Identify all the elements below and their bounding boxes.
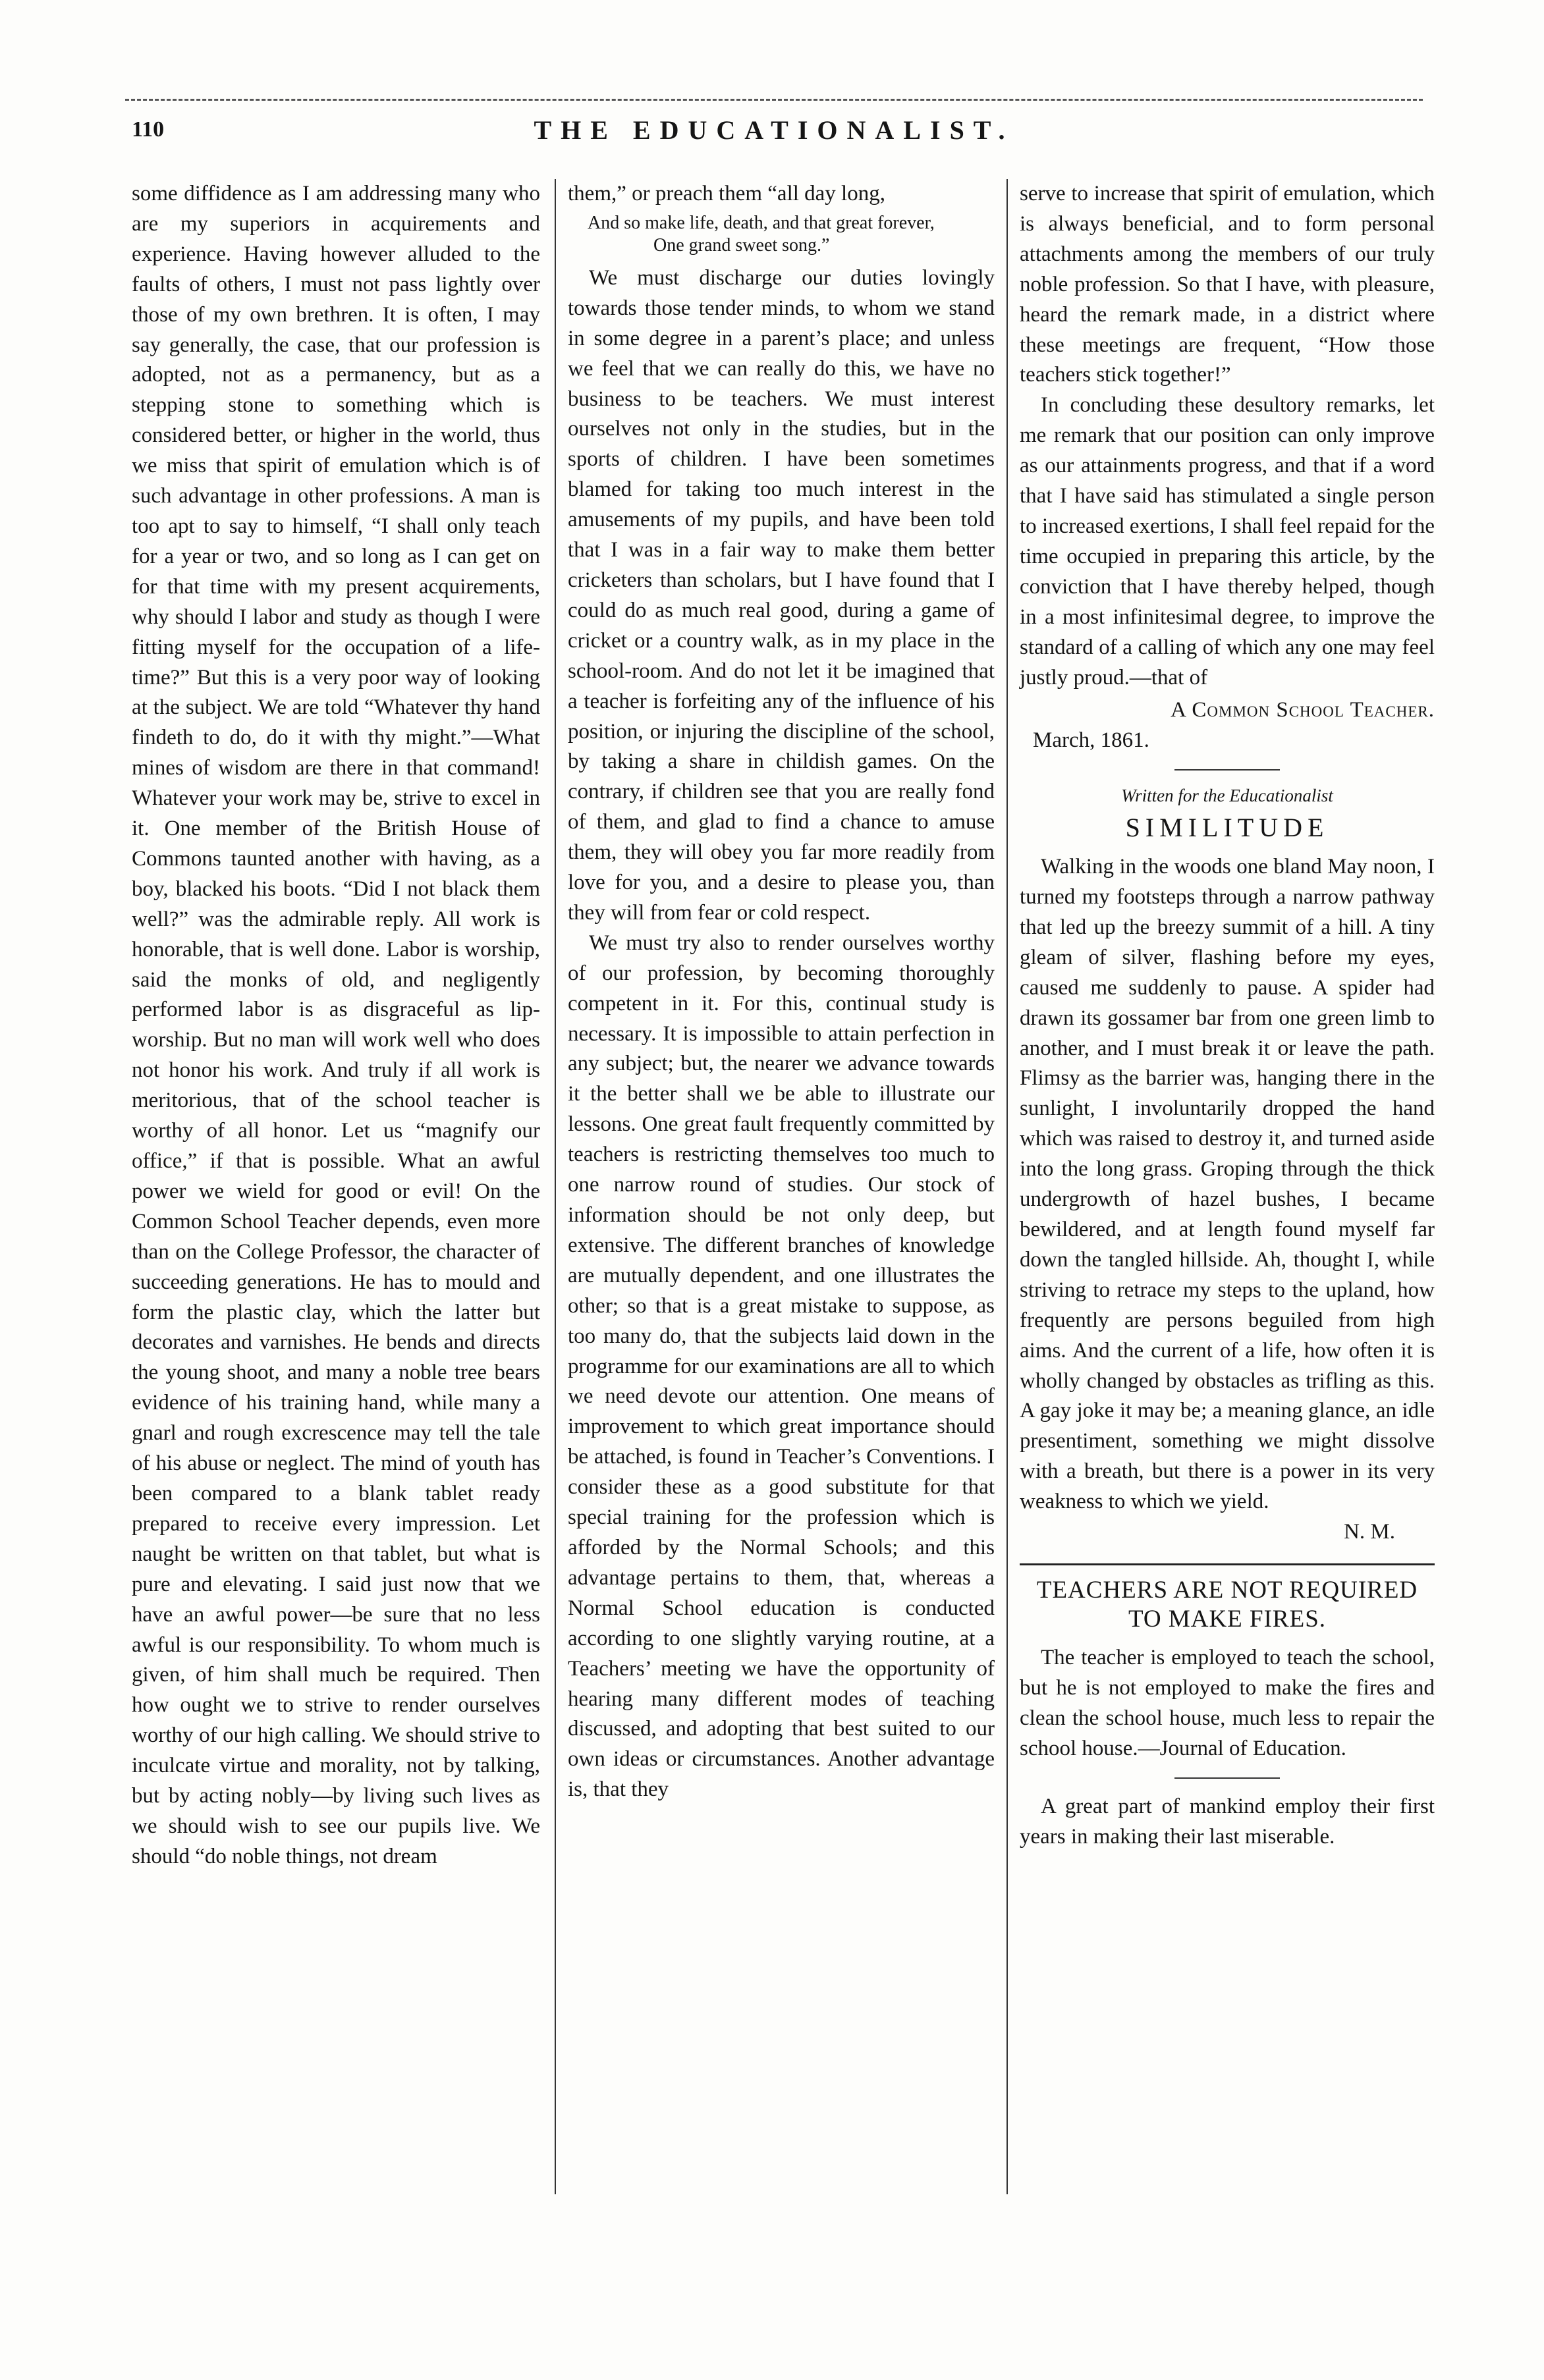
header-rule xyxy=(125,99,1423,101)
section-divider xyxy=(1174,1777,1280,1779)
quoted-verse xyxy=(588,212,995,257)
page-number: 110 xyxy=(132,117,165,142)
column-left xyxy=(132,179,540,2240)
author-initials: N. M. xyxy=(1344,1520,1395,1544)
article-date: March, 1861. xyxy=(1033,728,1149,753)
masthead-title: THE EDUCATIONALIST. xyxy=(534,115,1014,145)
verse-line: One grand sweet song.” xyxy=(653,234,830,256)
section-divider xyxy=(1020,1563,1435,1565)
section-divider xyxy=(1174,769,1280,771)
article-paragraph: We must discharge our duties lovingly towards those tender minds, to whom we stand in some degree in a parent’s place; and unless we feel that we can really do this, we have no business to be teachers. We must interest ourselves not only in the studies, but in the sports of children. I have been sometimes blamed for taking too much interest in the amusements of my pupils, and have been told that I was in a fair way to make them better cricketers than scholars, but I have found that I could do as much real good, during a game of cricket or a country walk, as in my place in the school-room. And do not let it be imagined that a teacher is forfeiting any of the influence of his position, or injuring the discipline of the school, by taking a share in childish games. On the contrary, if children see that you are really fond of them, and glad to find a chance to amuse them, they will obey you far more readily from love for you, and a desire to please you, than they will from fear or cold respect. xyxy=(568,265,995,925)
article-paragraph: The teacher is employed to teach the school, but he is not employed to make the fires and clean the school house, much less to repair the school house.—Journal of Education. xyxy=(1020,1645,1435,1760)
article-paragraph: serve to increase that spirit of emulation, which is always beneficial, and to form personal attachments among the members of our truly noble profession. So that I have, with pleasure, heard the remark made, in a district where these meetings are frequent, “How those teachers stick together!” xyxy=(1020,182,1435,387)
section-title: SIMILITUDE xyxy=(1125,813,1329,843)
article-paragraph: some diffidence as I am addressing many who are my superiors in acquirements and experience. Having however alluded to the faults of others, I must not pass lightly over those of my own brethren. It is often, I may say generally, the case, that our profession is adopted, not as a permanency, but as a stepping stone to something which is considered better, or higher in the world, thus we miss that spirit of emulation which is of such advantage in other professions. A man is too apt to say to himself, “I shall only teach for a year or two, and so long as I can get on for that time with my present acquirements, why should I labor and study as though I were fitting myself for the occupation of a life-time?” But this is a very poor way of looking at the subject. We are told “Whatever thy hand findeth to do, do it with thy might.”—What mines of wisdom are there in that command! Whatever your work may be, strive to excel in it. One member of the British House of Commons taunted another with having, as a boy, blacked his boots. “Did I not black them well?” was the admirable reply. All work is honorable, that is well done. Labor is worship, said the monks of old, and negligently performed labor is as disgraceful as lip-worship. But no man will work well who does not honor his work. And truly if all work is meritorious, that of the school teacher is worthy of all honor. Let us “magnify our office,” if that is possible. What an awful power we wield for good or evil! On the Common School Teacher depends, even more than on the College Professor, the character of succeeding generations. He has to mould and form the plastic clay, which the latter but decorates and varnishes. He bends and directs the young shoot, and many a noble tree bears evidence of his training hand, while many a gnarl and rough excrescence may tell the tale of his abuse or neglect. The mind of youth has been compared to a blank tablet ready prepared to receive every impression. Let naught be written on that tablet, but what is pure and elevating. I said just now that we have an awful power—be sure that no less awful is our responsibility. To whom much is given, of him shall much be required. Then how ought we to strive to render ourselves worthy of our high calling. We should strive to inculcate virtue and morality, not by talking, but by acting nobly—by living such lives as we should wish to see our pupils live. We should “do noble things, not dream xyxy=(132,182,540,1868)
column-right xyxy=(1020,179,1435,2240)
verse-line: And so make life, death, and that great forever, xyxy=(588,212,935,233)
article-headline: TEACHERS ARE NOT REQUIRED TO MAKE FIRES. xyxy=(1036,1576,1418,1633)
article-paragraph: In concluding these desultory remarks, let me remark that our position can only improve as our attainments progress, and that if a word that I have said has stimulated a single person to increased exertions, I shall feel repaid for the time occupied in preparing this article, by the conviction that I have thereby helped, though in a most infinitesimal degree, to improve the standard of a calling of which any one may feel justly proud.—that of xyxy=(1020,393,1435,690)
article-paragraph: them,” or preach them “all day long, xyxy=(568,182,885,205)
page-header xyxy=(119,99,1429,145)
section-note: Written for the Educationalist xyxy=(1121,786,1333,806)
column-divider xyxy=(555,179,556,2194)
column-divider xyxy=(1006,179,1008,2194)
article-paragraph: Walking in the woods one bland May noon, I turned my footsteps through a narrow pathway that led up the breezy summit of a hill. A tiny gleam of silver, flashing before my eyes, caused me suddenly to pause. A spider had drawn its gossamer bar from one green limb to another, and I must break it or leave the path. Flimsy as the barrier was, hanging there in the sunlight, I involuntarily dropped the hand which was raised to destroy it, and turned aside into the long grass. Groping through the thick undergrowth of hazel bushes, I became bewildered, and at length found myself far down the tangled hillside. Ah, thought I, while striving to retrace my steps to the upland, how frequently are persons beguiled from high aims. And the current of a life, how often it is wholly changed by obstacles as trifling as this. A gay joke it may be; a meaning glance, an idle presentiment, something we might dissolve with a breath, but there is a power in its very weakness to which we yield. xyxy=(1020,855,1435,1514)
column-middle xyxy=(568,179,995,2240)
author-signature: A Common School Teacher. xyxy=(1171,698,1435,722)
article-paragraph: We must try also to render ourselves worthy of our profession, by becoming thoroughly competent in it. For this, continual study is necessary. It is impossible to attain perfection in any subject; but, the nearer we advance towards it the better shall we be able to illustrate our lessons. One great fault frequently committed by teachers is restricting themselves too much to one narrow round of studies. Our stock of information should be not only deep, but extensive. The different branches of knowledge are mutually dependent, and one illustrates the other; so that is a great mistake to suppose, as too many do, that the subjects laid down in the programme for our examinations are all to which we need devote our attention. One means of improvement to which great importance should be attached, is found in Teacher’s Conventions. I consider these as a good substitute for that special training for the profession which is afforded by the Normal Schools; and this advantage pertains to them, that, whereas a Normal School education is conducted according to one slightly varying routine, at a Teachers’ meeting we have the opportunity of hearing many different modes of teaching discussed, and adopting that best suited to our own ideas or circumstances. Another advantage is, that they xyxy=(568,931,995,1802)
article-paragraph: A great part of mankind employ their first years in making their last miserable. xyxy=(1020,1794,1435,1849)
